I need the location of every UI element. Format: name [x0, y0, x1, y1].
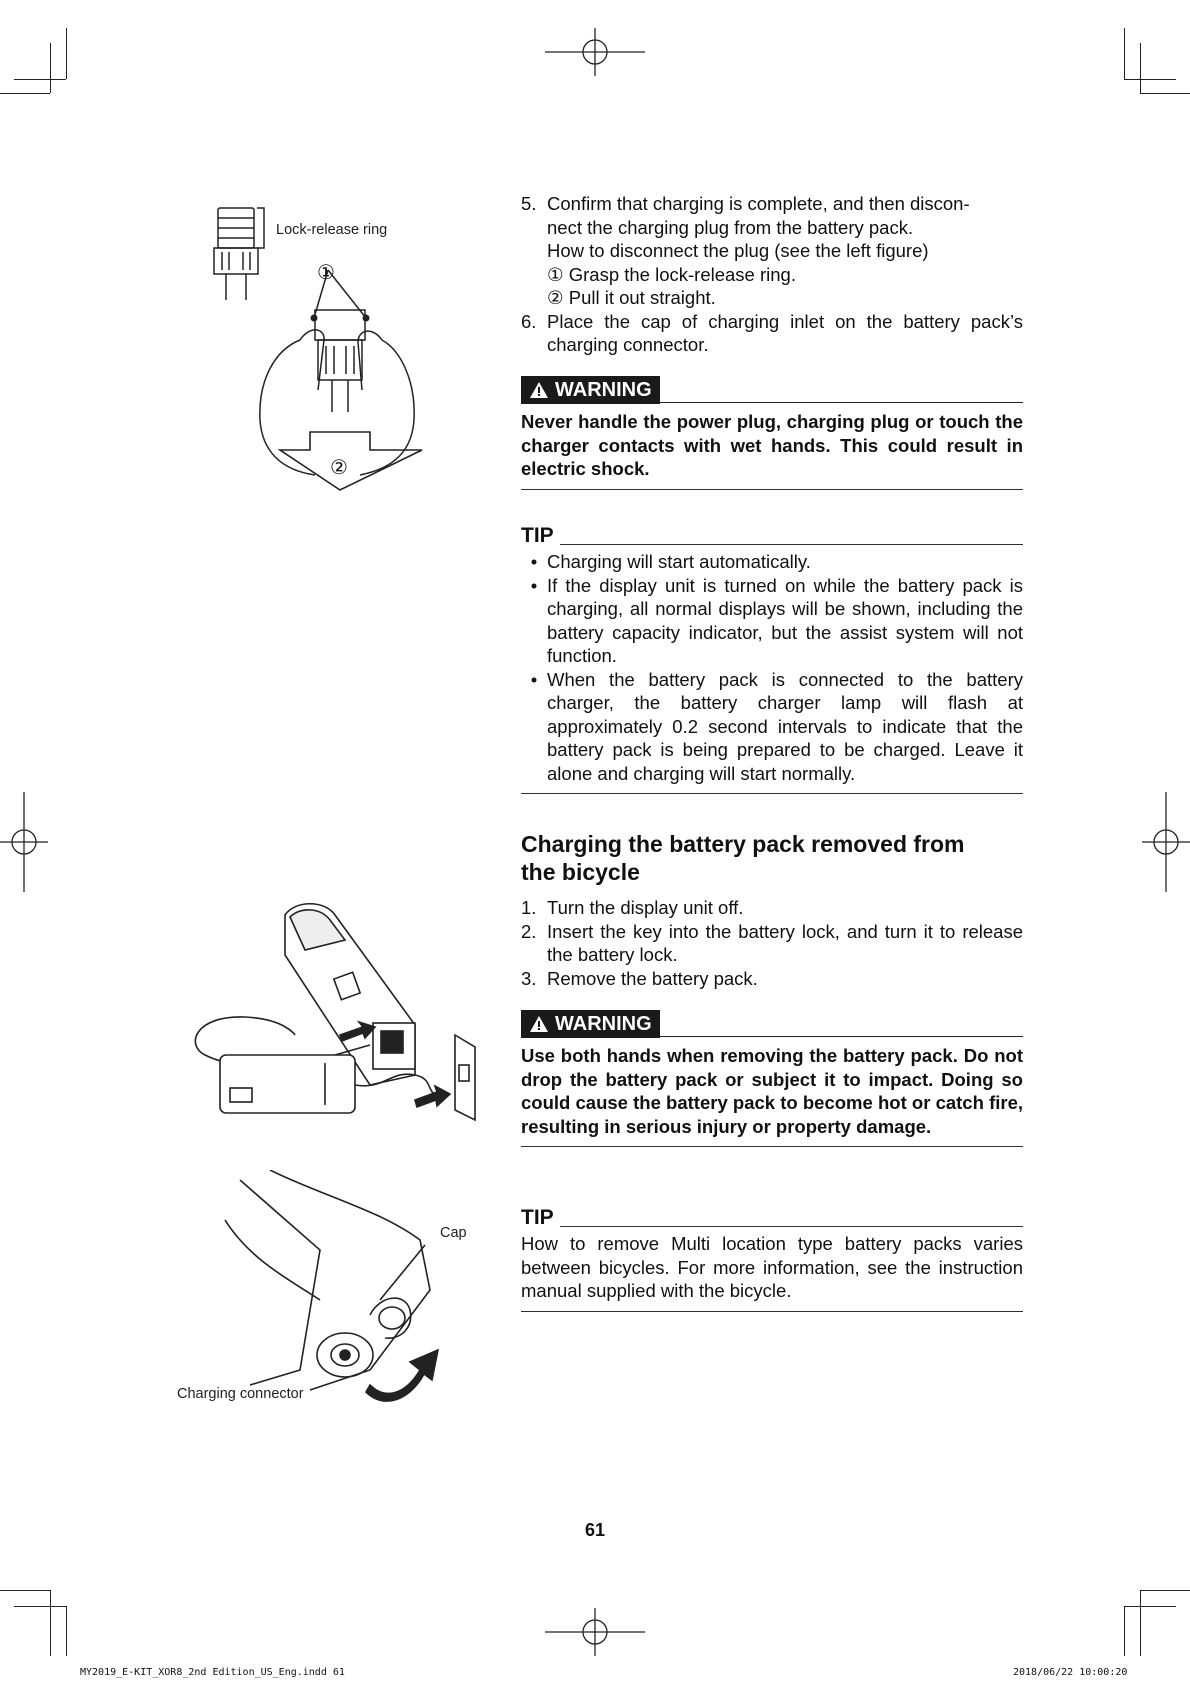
step-5-substeps: How to disconnect the plug (see the left figure) ① Grasp the lock-release ring. ② Pull it out straight.: [547, 240, 929, 308]
warning-box-2: [521, 1010, 1023, 1147]
figure-plug-disconnect: [200, 200, 440, 500]
tip-box-1: [521, 522, 1023, 794]
figure-charger-setup: [185, 895, 485, 1125]
tip-box-2: [521, 1204, 1023, 1312]
step-2: 2. Insert the key into the battery lock, and turn it to release the battery lock.: [521, 920, 1023, 965]
step-1: 1. Turn the display unit off.: [521, 897, 744, 918]
warning-box-1: [521, 376, 1023, 490]
tip-item: • When the battery pack is connected to the battery charger, the battery charger lamp will flash at approximately 0.2 second intervals to indicate that the battery pack is being prepared to be charged. Leave it alone and charging will start normally.: [530, 668, 1023, 784]
warning-triangle-icon: [529, 381, 549, 399]
tip-text: How to remove Multi location type battery packs varies between bicycles. For more information, see the instruction manual supplied with the bicycle.: [521, 1233, 1023, 1301]
tip-item: • If the display unit is turned on while the battery pack is charging, all normal displays will be shown, including the battery capacity indicator, but the assist system will not function.: [530, 574, 1023, 666]
charging-connector-label: Charging connector: [177, 1386, 304, 1402]
section-title: Charging the battery pack removed from the bicycle: [521, 831, 965, 885]
step-text: Place the cap of charging inlet on the battery pack’s charging connector.: [547, 310, 1023, 355]
footer-file-info: MY2019_E-KIT_XOR8_2nd Edition_US_Eng.indd 61: [80, 1667, 345, 1678]
warning-badge: [521, 376, 660, 404]
figure-cap-connector: [170, 1170, 470, 1410]
footer-datetime: 2018/06/22 10:00:20: [1013, 1667, 1128, 1678]
plug-illustration: [200, 200, 440, 500]
tip-label: TIP: [521, 1206, 554, 1229]
step-text: Confirm that charging is complete, and then discon- nect the charging plug from the battery pack.: [547, 193, 970, 238]
lock-release-ring-label: Lock-release ring: [276, 222, 388, 238]
cap-illustration: [170, 1170, 470, 1410]
step-number: 6.: [521, 310, 537, 332]
step-6: [521, 310, 1023, 357]
page-number: 61: [584, 1520, 606, 1540]
callout-2: ②: [330, 457, 348, 479]
warning-label: WARNING: [555, 1012, 652, 1035]
section-removed-battery: [521, 830, 1023, 990]
tip-item: • Charging will start automatically.: [530, 551, 811, 572]
callout-1: ①: [317, 262, 335, 284]
cap-label: Cap: [440, 1225, 467, 1241]
steps-disconnect: [521, 192, 1023, 357]
warning-text: Use both hands when removing the battery pack. Do not drop the battery pack or subject it to impact. Doing so could cause the battery pack to become hot or catch fire, resulting in serious injury or property damage.: [521, 1045, 1023, 1137]
warning-badge: [521, 1010, 660, 1038]
step-5: [521, 192, 1023, 239]
step-3: 3. Remove the battery pack.: [521, 967, 758, 989]
warning-triangle-icon: [529, 1015, 549, 1033]
step-number: 5.: [521, 193, 537, 214]
warning-label: WARNING: [555, 378, 652, 401]
warning-text: Never handle the power plug, charging plug or touch the charger contacts with wet hands. This could result in electric shock.: [521, 411, 1023, 479]
tip-label: TIP: [521, 524, 554, 547]
